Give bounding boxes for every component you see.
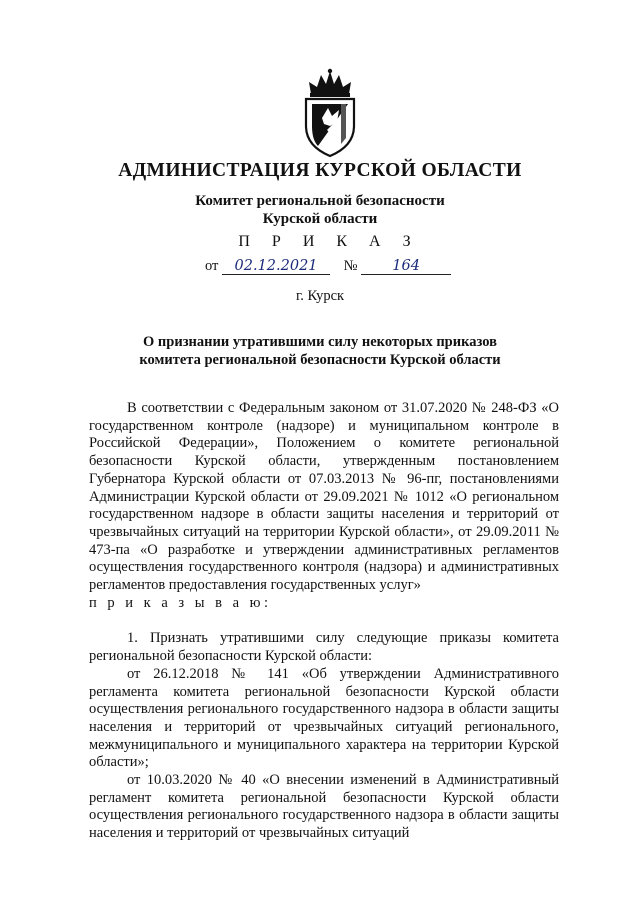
number-sign: № [343, 258, 358, 274]
subject-line-2: комитета региональной безопасности Курской области [139, 352, 501, 368]
item-1-paragraph: 1. Признать утратившими силу следующие приказы комитета региональной безопасности Курской области: [89, 630, 559, 665]
committee-line-2: Курской области [262, 211, 378, 227]
coat-of-arms-emblem [297, 68, 363, 158]
item-1b-paragraph: от 10.03.2020 № 40 «О внесении изменений в Административный регламент комитета региональной безопасности Курской области осуществления регионального государственного надзора в области защиты населения и территорий от чрезвычайных ситуаций [89, 772, 559, 842]
city-name: г. Курск [295, 288, 345, 304]
order-directive: п р и к а з ы в а ю: [89, 594, 272, 611]
committee-name [0, 192, 640, 228]
subject-line-1: О признании утратившими силу некоторых приказов [143, 334, 497, 350]
agency-title: АДМИНИСТРАЦИЯ КУРСКОЙ ОБЛАСТИ [118, 160, 522, 181]
date-number-line [205, 258, 451, 275]
item-1a-paragraph: от 26.12.2018 № 141 «Об утверждении Административного регламента комитета региональной безопасности Курской области осуществления регионального государственного надзора в области защиты населения и территорий от чрезвычайных ситуаций регионального, межмуниципального и муниципального характера на территории Курской области»; [89, 665, 559, 771]
order-number: 164 [361, 258, 451, 275]
date-prefix: от [205, 258, 219, 274]
order-subject [0, 333, 640, 369]
preamble-paragraph: В соответствии с Федеральным законом от 31.07.2020 № 248-ФЗ «О государственном контроле (надзоре) и муниципальном контроле в Российской Федерации», Положением о комитете региональной безопасности Курской области, утвержденным постановлением Губернатора Курской области от 07.03.2013 № 96-пг, постановлениями Администрации Курской области от 29.09.2021 № 1012 «О региональном государственном надзоре в области защиты населения и территорий от чрезвычайных ситуаций на территории Курской области», от 29.09.2011 № 473-па «О разработке и утверждении административных регламентов осуществления государственного контроля (надзора) и административных регламентов предоставления государственных услуг» [89, 400, 559, 594]
committee-line-1: Комитет региональной безопасности [195, 193, 445, 209]
order-date: 02.12.2021 [222, 258, 330, 275]
order-body [89, 400, 559, 843]
document-type: П Р И К А З [238, 233, 420, 250]
